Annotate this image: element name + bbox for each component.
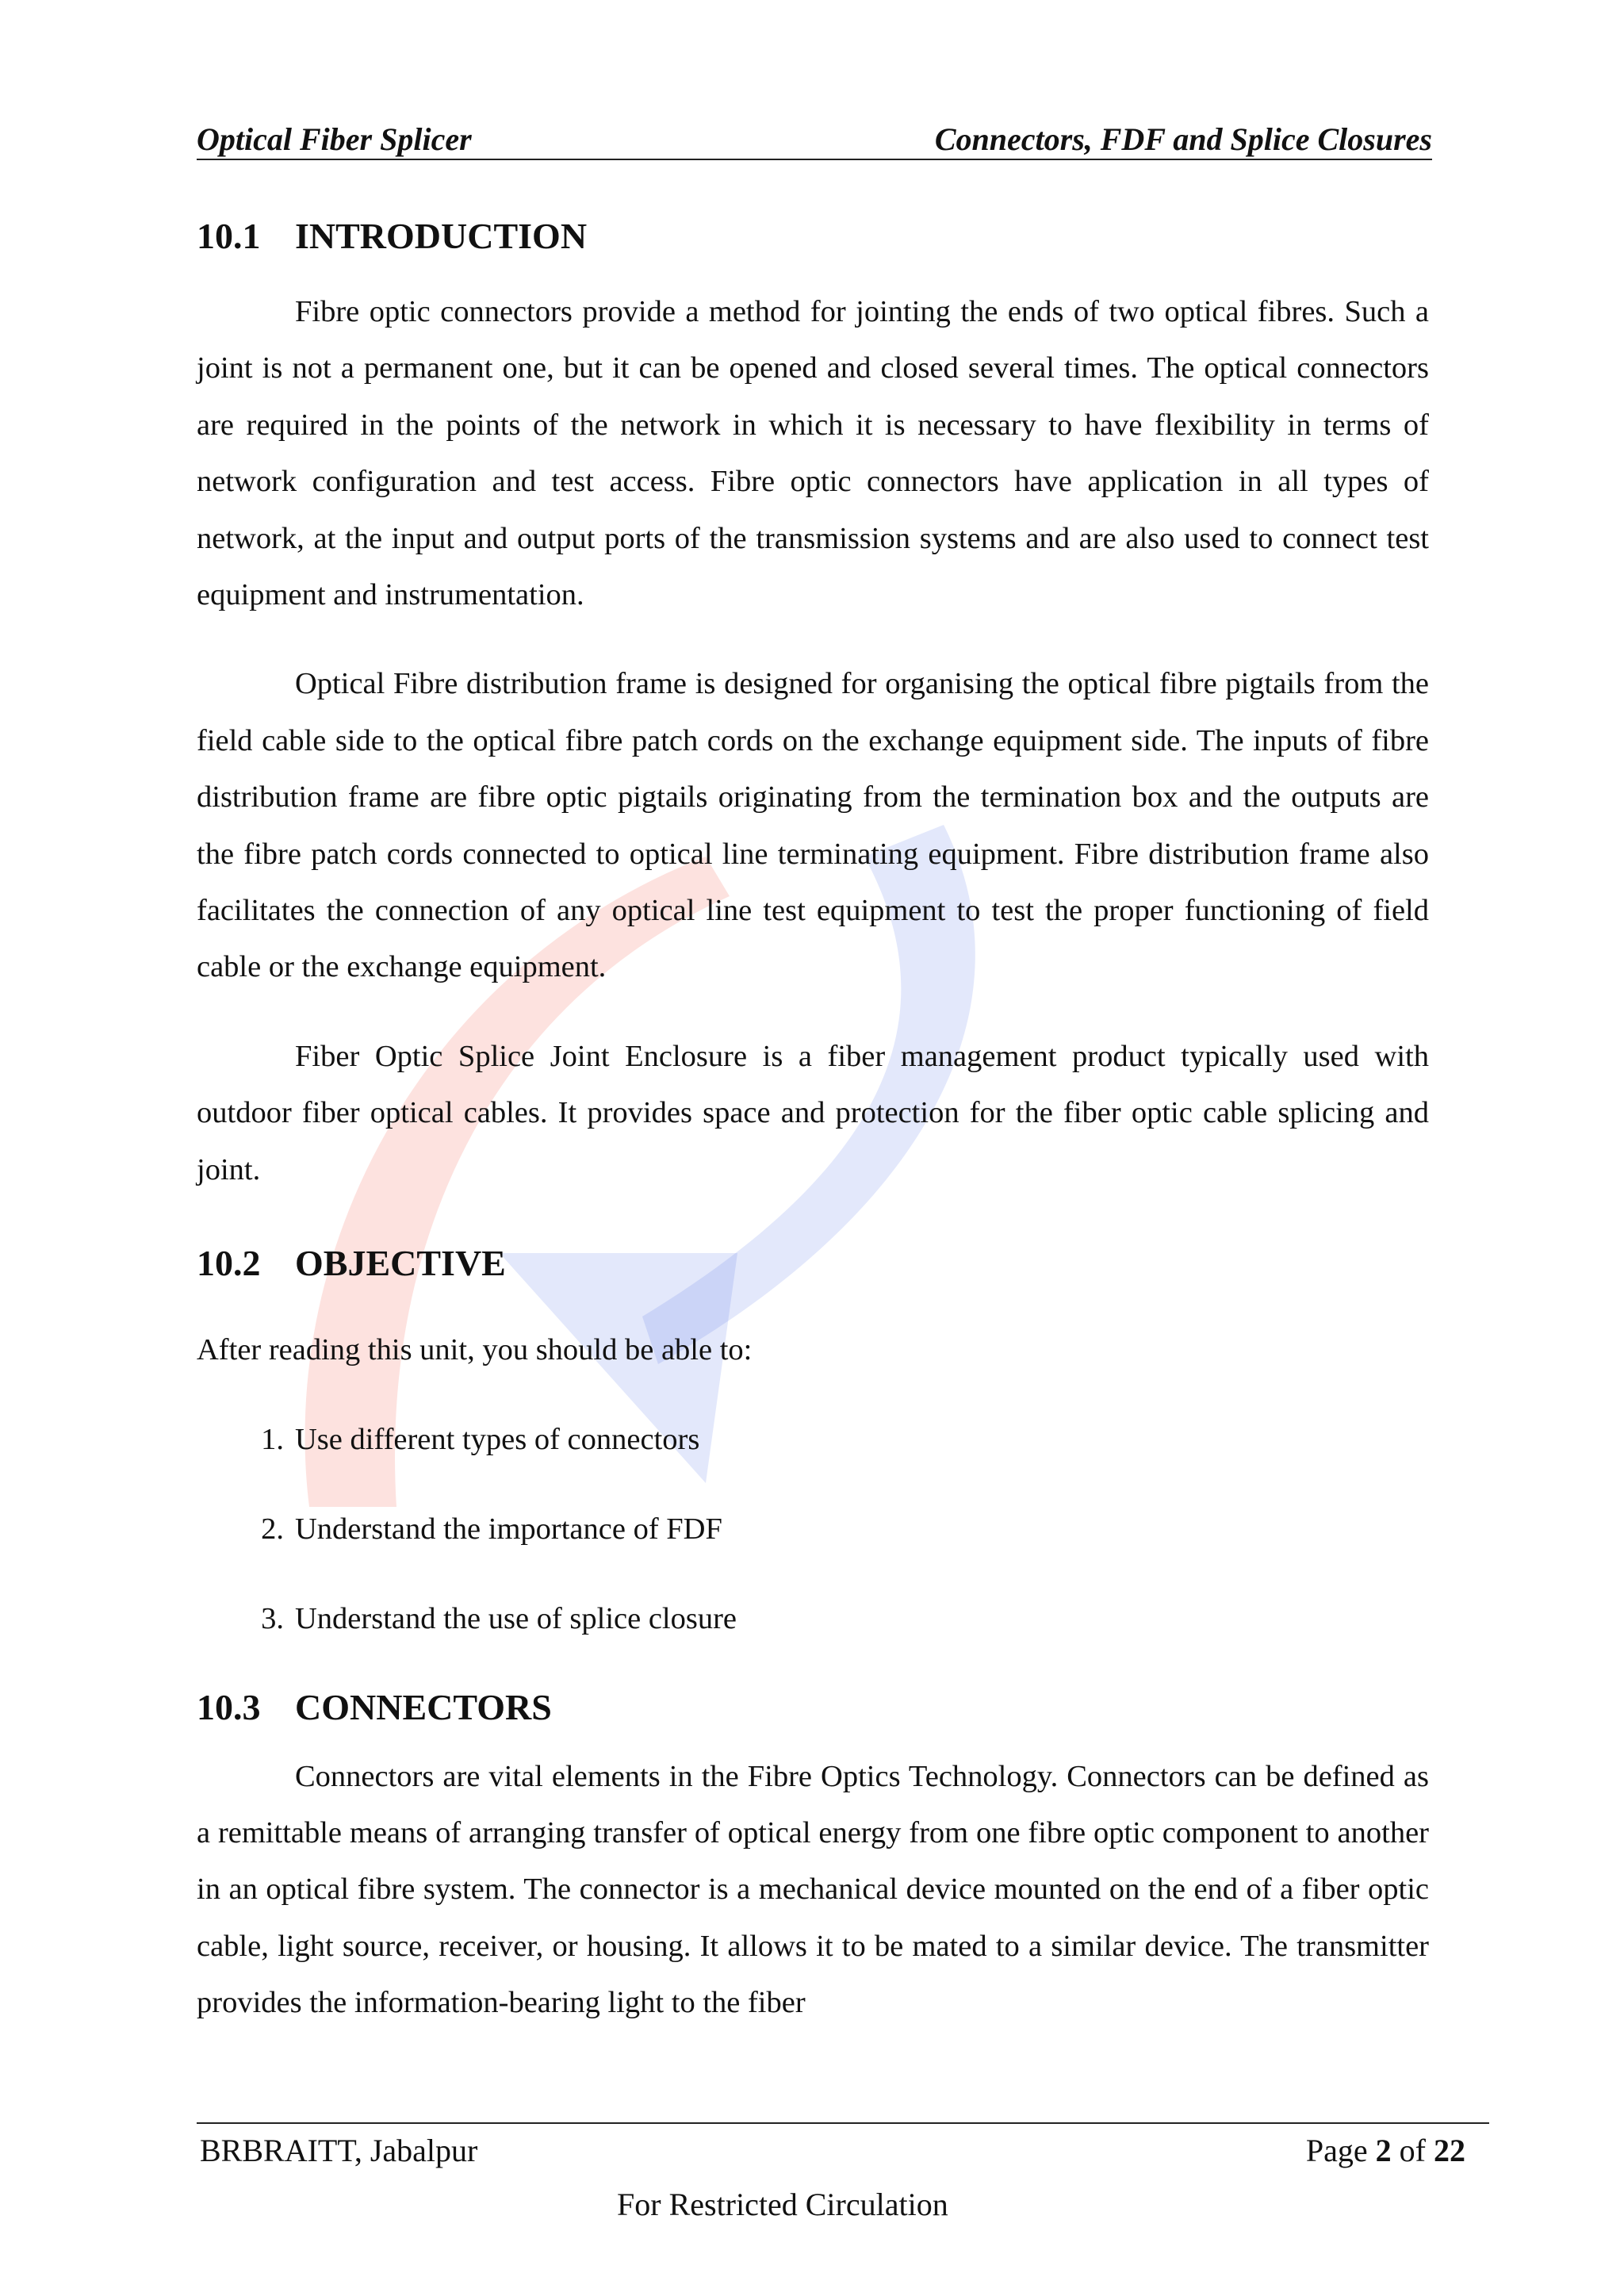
section-heading-introduction	[197, 208, 1429, 265]
objective-intro: After reading this unit, you should be able to:	[197, 1333, 753, 1367]
section-title: INTRODUCTION	[295, 216, 588, 256]
list-item	[197, 1412, 1429, 1468]
list-text: Understand the importance of FDF	[295, 1512, 722, 1546]
list-item	[197, 1591, 1429, 1647]
section-heading-objective	[197, 1235, 1429, 1292]
section-title: OBJECTIVE	[295, 1243, 506, 1284]
page-body	[197, 208, 1429, 2032]
page-number: Page 2 of 22	[1305, 2133, 1465, 2168]
page-current: 2	[1375, 2133, 1392, 2168]
section-heading-connectors	[197, 1679, 1429, 1736]
header-title: Optical Fiber Splicer	[197, 121, 472, 157]
list-number: 1.	[261, 1422, 284, 1456]
list-number: 2.	[261, 1512, 284, 1546]
intro-paragraph-1: Fibre optic connectors provide a method for jointing the ends of two optical fibres. Such a joint is not a permanent one, but it can be opened and closed several times. The optical connectors are required in the points of the network in which it is necessary to have flexibility in terms of network configuration and test access. Fibre optic connectors have application in all types of network, at the input and output ports of the transmission systems and are also used to connect test equipment and instrumentation.	[197, 295, 1429, 612]
list-item	[197, 1501, 1429, 1558]
section-number: 10.2	[197, 1243, 261, 1284]
page-total: 22	[1434, 2133, 1465, 2168]
section-number: 10.3	[197, 1686, 261, 1727]
page-header	[197, 116, 1432, 160]
objective-list	[197, 1412, 1429, 1647]
intro-paragraph-2: Optical Fibre distribution frame is designed for organising the optical fibre pigtails from the field cable side to the optical fibre patch cords on the exchange equipment side. The inputs of fibre distribution frame are fibre optic pigtails originating from the termination box and the outputs are the fibre patch cords connected to optical line terminating equipment. Fibre distribution frame also facilitates the connection of any optical line test equipment to test the proper functioning of field cable or the exchange equipment.	[197, 667, 1429, 984]
intro-paragraph-3: Fiber Optic Splice Joint Enclosure is a fiber management product typically used with outdoor fiber optical cables. It provides space and protection for the fiber optic cable splicing and joint.	[197, 1039, 1429, 1186]
connectors-paragraph: Connectors are vital elements in the Fibre Optics Technology. Connectors can be defined as a remittable means of arranging transfer of optical energy from one fibre optic component to another in an optical fibre system. The connector is a mechanical device mounted on the end of a fiber optic cable, light source, receiver, or housing. It allows it to be mated to a similar device. The transmitter provides the information-bearing light to the fiber	[197, 1759, 1429, 2020]
footer-institute: BRBRAITT, Jabalpur	[200, 2133, 478, 2168]
list-number: 3.	[261, 1601, 284, 1635]
header-chapter: Connectors, FDF and Splice Closures	[934, 121, 1432, 157]
section-number: 10.1	[197, 216, 261, 256]
footer-notice: For Restricted Circulation	[617, 2187, 948, 2222]
section-title: CONNECTORS	[295, 1686, 552, 1727]
list-text: Understand the use of splice closure	[295, 1601, 737, 1635]
list-text: Use different types of connectors	[295, 1422, 700, 1456]
page-footer	[197, 2122, 1489, 2222]
